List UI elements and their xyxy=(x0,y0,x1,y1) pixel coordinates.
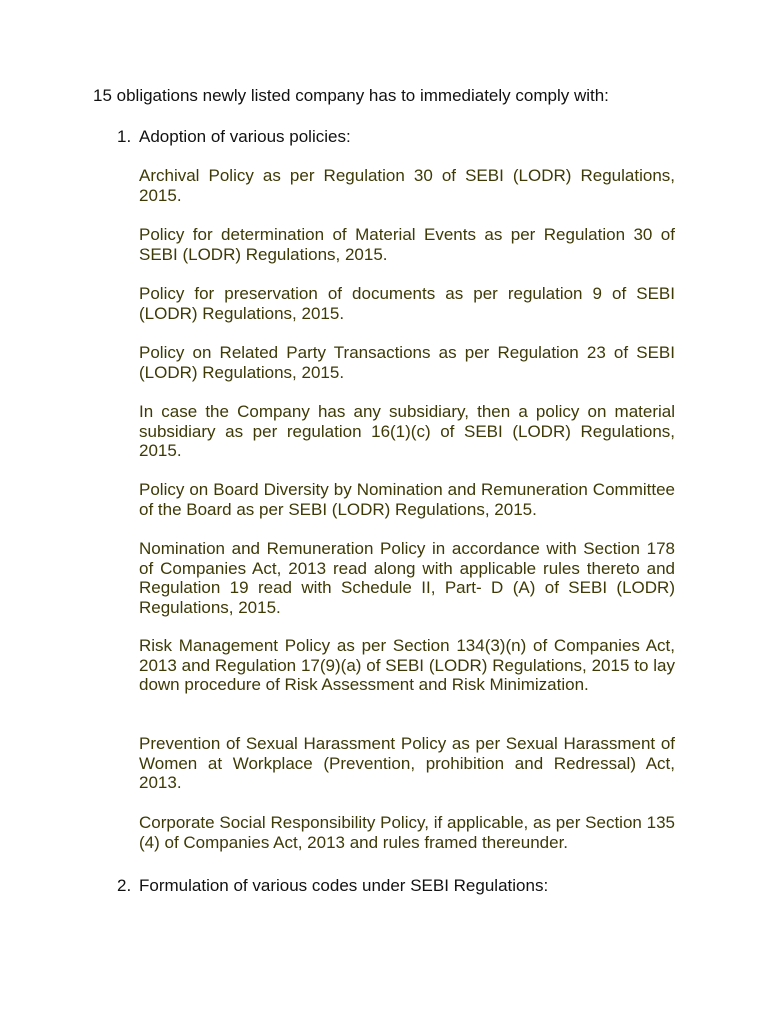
policy-related-party-transactions: Policy on Related Party Transactions as per Regulation 23 of SEBI (LODR) Regulations, 2015. xyxy=(139,343,675,382)
policy-material-subsidiary: In case the Company has any subsidiary, then a policy on material subsidiary as per regulation 16(1)(c) of SEBI (LODR) Regulations, 2015. xyxy=(139,402,675,460)
list-item-title: Adoption of various policies: xyxy=(139,127,351,146)
policy-board-diversity: Policy on Board Diversity by Nomination and Remuneration Committee of the Board as per SEBI (LODR) Regulations, 2015. xyxy=(139,480,675,519)
list-item-title: Formulation of various codes under SEBI Regulations: xyxy=(139,876,549,895)
policy-risk-management: Risk Management Policy as per Section 134(3)(n) of Companies Act, 2013 and Regulation 17(9)(a) of SEBI (LODR) Regulations, 2015 to lay down procedure of Risk Assessment and Risk Minimization. xyxy=(139,636,675,694)
policy-nomination-remuneration: Nomination and Remuneration Policy in accordance with Section 178 of Companies Act, 2013 read along with applicable rules thereto and Regulation 19 read with Schedule II, Part- D (A) of SEBI (LODR) Regulations, 2015. xyxy=(139,539,675,617)
list-item-formulation-of-codes xyxy=(117,876,548,896)
policy-prevention-sexual-harassment: Prevention of Sexual Harassment Policy as per Sexual Harassment of Women at Workplace (Prevention, prohibition and Redressal) Act, 2013. xyxy=(139,734,675,792)
policy-archival: Archival Policy as per Regulation 30 of SEBI (LODR) Regulations, 2015. xyxy=(139,166,675,205)
policy-csr: Corporate Social Responsibility Policy, if applicable, as per Section 135 (4) of Companies Act, 2013 and rules framed thereunder. xyxy=(139,813,675,852)
list-number: 1. xyxy=(117,127,132,146)
list-number: 2. xyxy=(117,876,132,895)
document-heading: 15 obligations newly listed company has to immediately comply with: xyxy=(93,86,609,105)
policy-preservation-of-documents: Policy for preservation of documents as per regulation 9 of SEBI (LODR) Regulations, 2015. xyxy=(139,284,675,323)
policy-material-events: Policy for determination of Material Events as per Regulation 30 of SEBI (LODR) Regulations, 2015. xyxy=(139,225,675,264)
list-item-adoption-of-policies xyxy=(117,127,351,147)
